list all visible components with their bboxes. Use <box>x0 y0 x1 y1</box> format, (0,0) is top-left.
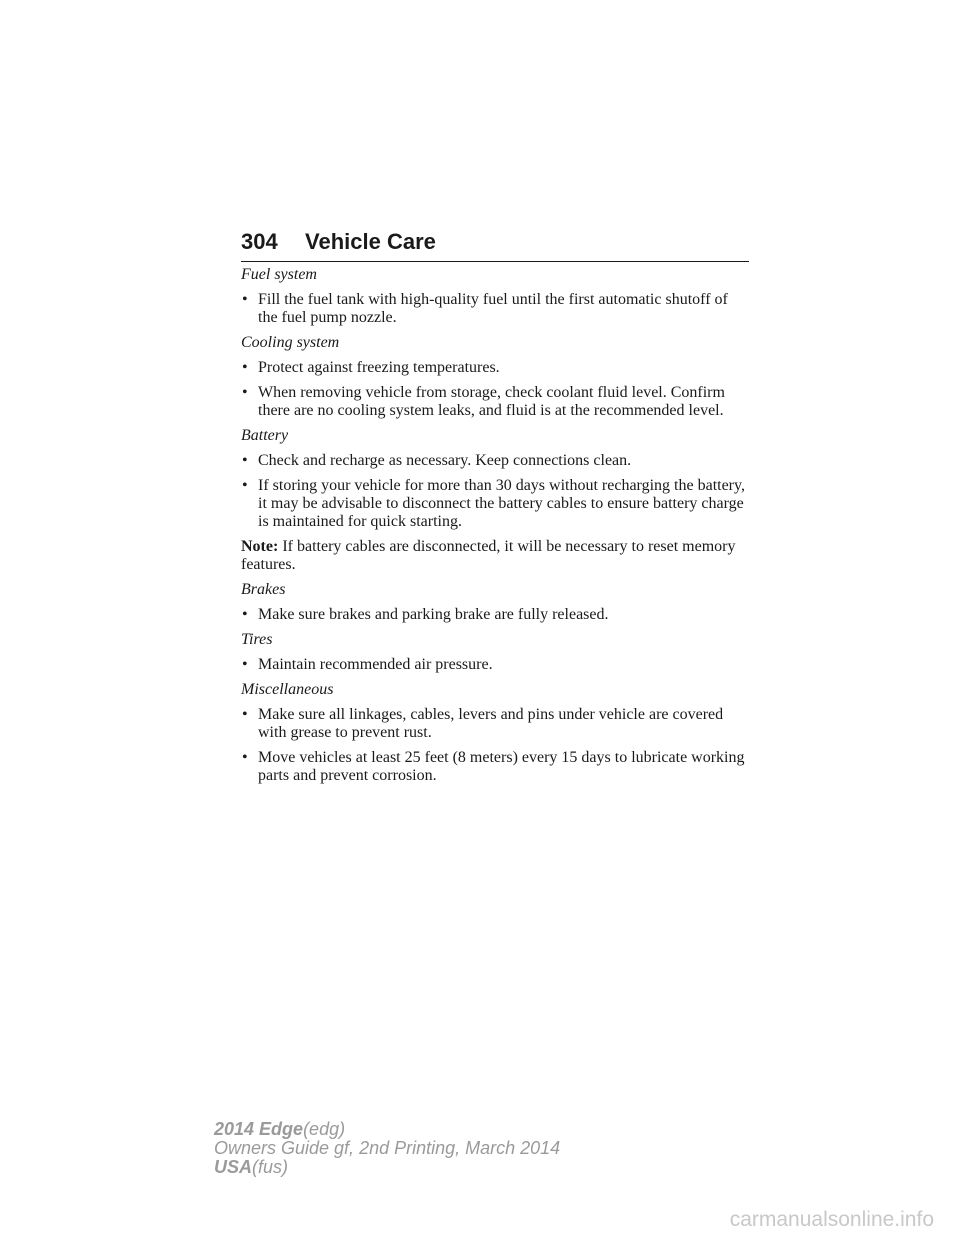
list-item-text: Check and recharge as necessary. Keep connections clean. <box>258 452 632 469</box>
bullet-icon: • <box>242 706 248 723</box>
subhead-fuel-system: Fuel system <box>241 266 317 283</box>
footer-line-1 <box>214 1120 560 1139</box>
list-item <box>241 359 751 377</box>
list-item-text: Fill the fuel tank with high-quality fuel until the first automatic shutoff of the fuel pump nozzle. <box>258 291 728 326</box>
footer-market: USA <box>214 1157 253 1177</box>
subhead-cooling-system: Cooling system <box>241 334 340 351</box>
bullet-icon: • <box>242 477 248 494</box>
subhead-miscellaneous: Miscellaneous <box>241 681 334 698</box>
list-item <box>241 291 751 327</box>
watermark: carmanualsonline.info <box>729 1208 934 1231</box>
bullet-icon: • <box>242 359 248 376</box>
subhead-tires: Tires <box>241 631 273 648</box>
section-title: Vehicle Care <box>305 229 436 254</box>
list-item-text: Make sure all linkages, cables, levers and pins under vehicle are covered with grease to prevent rust. <box>258 706 724 741</box>
note-text: If battery cables are disconnected, it will be necessary to reset memory features. <box>241 538 736 573</box>
footer-line-3 <box>214 1158 560 1177</box>
footer-market-code: (fus) <box>252 1157 289 1177</box>
page-footer <box>214 1120 560 1177</box>
page-number: 304 <box>241 229 278 254</box>
bullet-icon: • <box>242 656 248 673</box>
bullet-icon: • <box>242 749 248 766</box>
bullet-icon: • <box>242 384 248 401</box>
footer-line-2: Owners Guide gf, 2nd Printing, March 2014 <box>214 1138 561 1158</box>
list-item-text: Make sure brakes and parking brake are fully released. <box>258 606 609 623</box>
list-item-text: When removing vehicle from storage, check coolant fluid level. Confirm there are no cooling system leaks, and fluid is at the recommended level. <box>258 384 725 419</box>
list-item-text: Move vehicles at least 25 feet (8 meters) every 15 days to lubricate working parts and prevent corrosion. <box>258 749 745 784</box>
bullet-icon: • <box>242 291 248 308</box>
note-label: Note: <box>241 538 279 555</box>
list-item-text: Maintain recommended air pressure. <box>258 656 493 673</box>
list-item <box>241 477 751 531</box>
list-item <box>241 656 751 674</box>
list-item-text: If storing your vehicle for more than 30 days without recharging the battery, it may be advisable to disconnect the battery cables to ensure battery charge is maintained for quick starting. <box>258 477 745 530</box>
list-item <box>241 384 751 420</box>
battery-note <box>241 538 751 574</box>
list-item <box>241 706 751 742</box>
list-item <box>241 606 751 624</box>
bullet-icon: • <box>242 452 248 469</box>
subhead-brakes: Brakes <box>241 581 286 598</box>
footer-model-code: (edg) <box>303 1119 346 1139</box>
list-item <box>241 749 751 785</box>
list-item-text: Protect against freezing temperatures. <box>258 359 500 376</box>
footer-model: 2014 Edge <box>214 1119 304 1139</box>
list-item <box>241 452 751 470</box>
bullet-icon: • <box>242 606 248 623</box>
subhead-battery: Battery <box>241 427 289 444</box>
page-header <box>241 229 749 262</box>
page-content <box>241 266 751 792</box>
